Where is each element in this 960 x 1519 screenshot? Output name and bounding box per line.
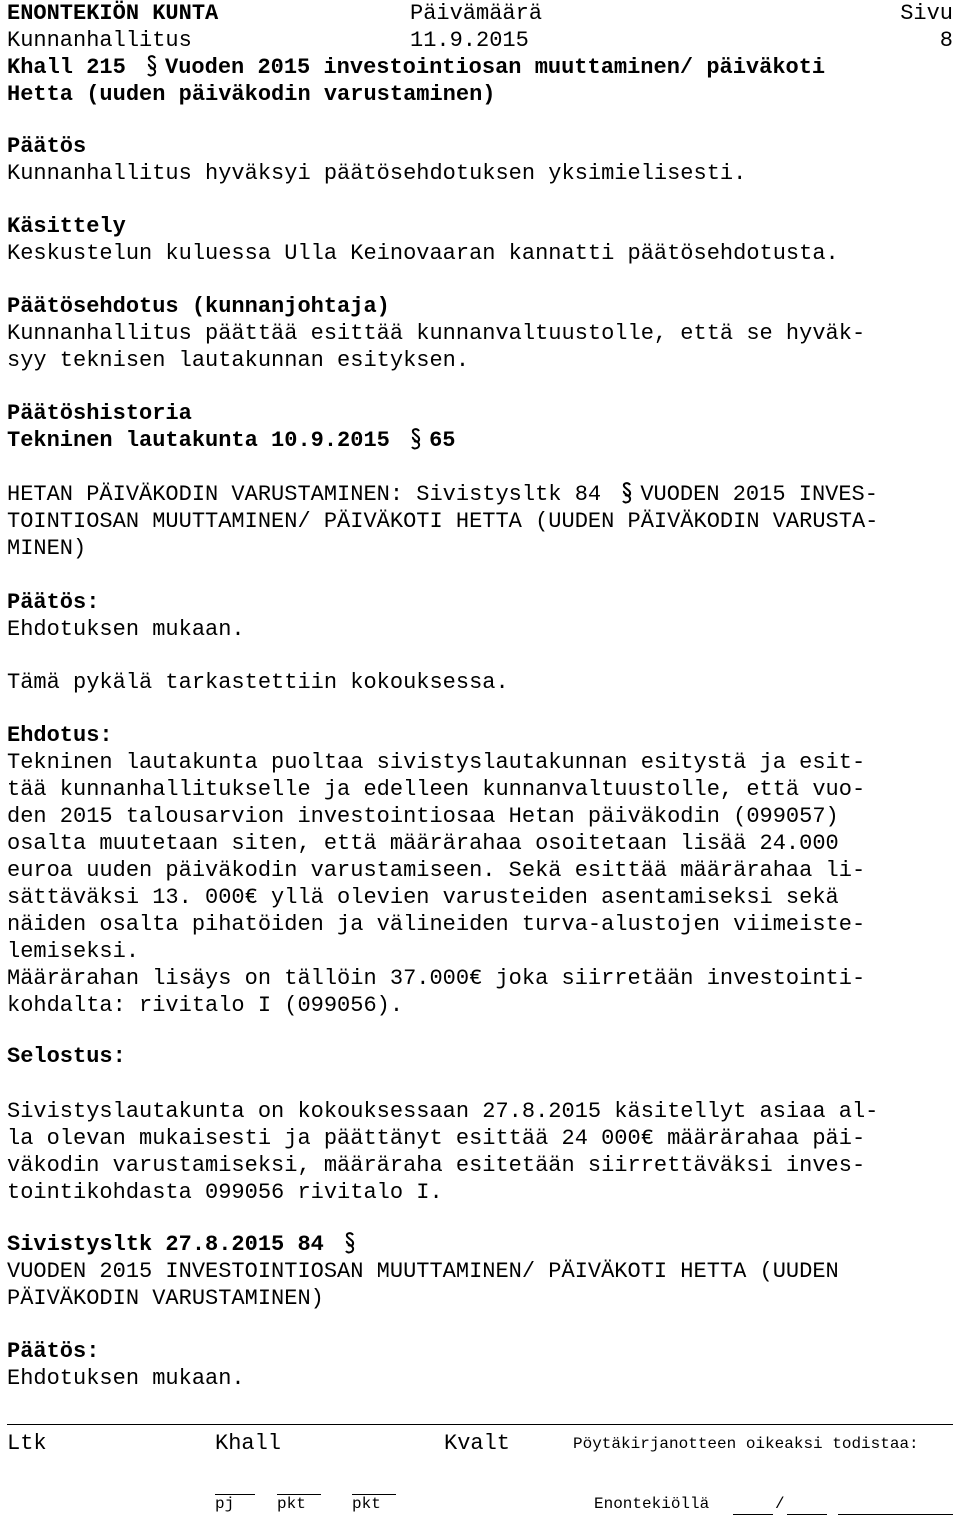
pkt-blank [352, 1480, 396, 1495]
sivistys-heading-line [7, 1231, 363, 1258]
footer-pj: pj [215, 1495, 235, 1513]
date-label: Päivämäärä [410, 1, 543, 26]
checked-text: Tämä pykälä tarkastettiin kokouksessa. [7, 670, 509, 695]
proposal-heading: Päätösehdotus (kunnanjohtaja) [7, 294, 390, 319]
tech-proposal-line: osalta muutetaan siten, että määrärahaa osoitetaan lisää 24.000 [7, 831, 839, 856]
tech-proposal-line: kohdalta: rivitalo I (099056). [7, 993, 404, 1018]
tech-proposal-line: euroa uuden päiväkodin varustamiseen. Sekä esittää määrärahaa li- [7, 858, 866, 883]
explanation-line: väkodin varustamiseksi, määräraha esitetään siirrettäväksi inves- [7, 1153, 866, 1178]
pkt-blank [277, 1480, 321, 1495]
tech-proposal-heading: Ehdotus: [7, 723, 113, 748]
sivistys-heading: Sivistysltk 27.8.2015 84 [7, 1232, 324, 1257]
footer-place: Enontekiöllä [594, 1495, 710, 1513]
municipality-name: ENONTEKIÖN KUNTA [7, 1, 219, 26]
page-number: 8 [939, 28, 953, 53]
tech-decision-heading: Päätös: [7, 590, 100, 615]
proposal-line: syy teknisen lautakunnan esityksen. [7, 348, 470, 373]
title-line-1 [7, 54, 825, 81]
header-row-2 [7, 27, 953, 54]
title-text-1: Vuoden 2015 investointiosan muuttaminen/ päiväkoti [165, 55, 826, 80]
header-row-1 [7, 0, 953, 27]
tech-proposal-line: sättäväksi 13. 000€ yllä olevien varusteiden asentamiseksi sekä [7, 885, 839, 910]
tech-decision-text: Ehdotuksen mukaan. [7, 617, 245, 642]
body-name: Kunnanhallitus [7, 28, 192, 53]
footer-khall: Khall [215, 1431, 282, 1456]
tech-proposal-line: den 2015 talousarvion investointiosaa Hetan päiväkodin (099057) [7, 804, 839, 829]
footer-divider [7, 1424, 953, 1425]
tech-proposal-line: näiden osalta pihatöiden ja välineiden turva-alustojen viimeiste- [7, 912, 866, 937]
tech-proposal-line: Määrärahan lisäys on tällöin 37.000€ joka siirretään investointi- [7, 966, 866, 991]
tech-proposal-line: Tekninen lautakunta puoltaa sivistyslautakunnan esitystä ja esit- [7, 750, 866, 775]
footer-slash: / [775, 1495, 785, 1513]
footer-ltk: Ltk [7, 1431, 47, 1456]
section-sign-icon [343, 1232, 357, 1254]
footer-kvalt: Kvalt [444, 1431, 511, 1456]
explanation-line: la olevan mukaisesti ja päättänyt esittää 24 000€ määrärahaa päi- [7, 1126, 866, 1151]
footer-pkt: pkt [277, 1495, 306, 1513]
tech-proposal-line: lemiseksi. [7, 939, 140, 964]
tech-board-ref: Tekninen lautakunta 10.9.2015 [7, 428, 390, 453]
section-sign-icon [620, 482, 634, 504]
section-sign-icon [409, 428, 423, 450]
explanation-line: Sivistyslautakunta on kokouksessaan 27.8.2015 käsitellyt asiaa al- [7, 1099, 879, 1124]
explanation-heading: Selostus: [7, 1044, 126, 1069]
section-sign-icon [145, 55, 159, 77]
tech-proposal-line: tää kunnanhallitukselle ja edelleen kunnanvaltuustolle, että vuo- [7, 777, 866, 802]
history-item-ref: HETAN PÄIVÄKODIN VARUSTAMINEN: Sivistysltk 84 [7, 482, 602, 507]
pj-blank [215, 1480, 255, 1495]
history-item-line-2: TOINTIOSAN MUUTTAMINEN/ PÄIVÄKOTI HETTA (UUDEN PÄIVÄKODIN VARUSTA- [7, 509, 879, 534]
footer-certify: Pöytäkirjanotteen oikeaksi todistaa: [573, 1435, 919, 1453]
month-blank [787, 1500, 827, 1515]
sivistys-decision-heading: Päätös: [7, 1339, 100, 1364]
history-item-line-3: MINEN) [7, 536, 87, 561]
tech-board-number: 65 [429, 428, 456, 453]
day-blank [733, 1500, 773, 1515]
handling-heading: Käsittely [7, 214, 126, 239]
page-label: Sivu [900, 1, 953, 26]
explanation-line: tointikohdasta 099056 rivitalo I. [7, 1180, 443, 1205]
history-item-line-1 [7, 481, 878, 508]
proposal-line: Kunnanhallitus päättää esittää kunnanvaltuustolle, että se hyväk- [7, 321, 866, 346]
meeting-date: 11.9.2015 [410, 28, 529, 53]
signature-blank [838, 1500, 953, 1515]
history-item-text: VUODEN 2015 INVES- [640, 482, 878, 507]
handling-text: Keskustelun kuluessa Ulla Keinovaaran kannatti päätösehdotusta. [7, 241, 839, 266]
section-number: Khall 215 [7, 55, 126, 80]
title-line-2: Hetta (uuden päiväkodin varustaminen) [7, 82, 496, 107]
decision-heading: Päätös [7, 134, 87, 159]
tech-board-line [7, 427, 455, 454]
sivistys-line: PÄIVÄKODIN VARUSTAMINEN) [7, 1286, 324, 1311]
sivistys-line: VUODEN 2015 INVESTOINTIOSAN MUUTTAMINEN/ PÄIVÄKOTI HETTA (UUDEN [7, 1259, 839, 1284]
footer-pkt: pkt [352, 1495, 381, 1513]
decision-text: Kunnanhallitus hyväksyi päätösehdotuksen yksimielisesti. [7, 161, 747, 186]
history-heading: Päätöshistoria [7, 401, 192, 426]
sivistys-decision-text: Ehdotuksen mukaan. [7, 1366, 245, 1391]
